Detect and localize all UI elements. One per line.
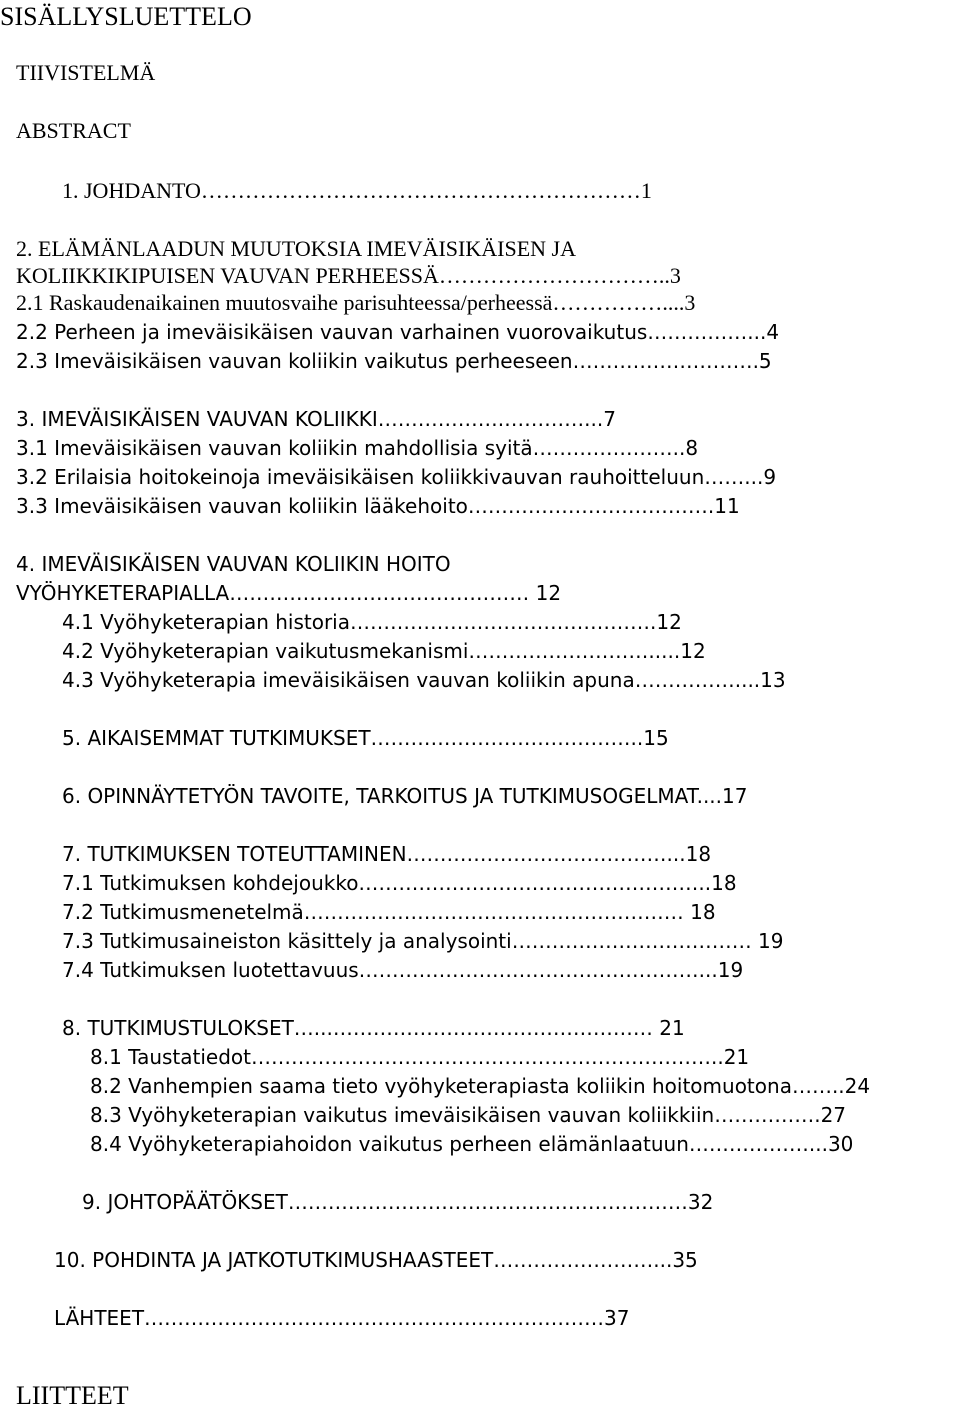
toc-entry: 4.3 Vyöhyketerapia imeväisikäisen vauvan koliikin apuna……………....13 <box>62 668 786 692</box>
toc-entry: 8.2 Vanhempien saama tieto vyöhyketerapiasta koliikin hoitomuotona……..24 <box>90 1074 871 1098</box>
toc-entry: 7.1 Tutkimuksen kohdejoukko……………………………………………..18 <box>62 871 737 895</box>
toc-entry: 8.3 Vyöhyketerapian vaikutus imeväisikäisen vauvan koliikkiin…………….27 <box>90 1103 847 1127</box>
toc-entry: 3.3 Imeväisikäisen vauvan koliikin lääkehoito……………………………….11 <box>16 494 740 518</box>
toc-entry: 6. OPINNÄYTETYÖN TAVOITE, TARKOITUS JA TUTKIMUSOGELMAT....17 <box>62 784 748 808</box>
toc-entry: 3. IMEVÄISIKÄISEN VAUVAN KOLIIKKI……………….…………...7 <box>16 407 616 431</box>
toc-entry: 2.3 Imeväisikäisen vauvan koliikin vaikutus perheeseen……………………….5 <box>16 349 772 373</box>
toc-entry: 3.2 Erilaisia hoitokeinoja imeväisikäisen koliikkivauvan rauhoitteluun……...9 <box>16 465 777 489</box>
toc-entry: 2.2 Perheen ja imeväisikäisen vauvan varhainen vuorovaikutus……………...4 <box>16 320 780 344</box>
toc-entry: 7.4 Tutkimuksen luotettavuus……………………………………………...19 <box>62 958 744 982</box>
toc-entry: 7.3 Tutkimusaineiston käsittely ja analysointi……………………………… 19 <box>62 929 784 953</box>
toc-heading: SISÄLLYSLUETTELO <box>0 2 252 31</box>
toc-entry: 8. TUTKIMUSTULOKSET…...………………………………………… 21 <box>62 1016 685 1040</box>
toc-entry: 7. TUTKIMUKSEN TOTEUTTAMINEN…………………………………...18 <box>62 842 712 866</box>
toc-entry: VYÖHYKETERAPIALLA……………………………………… 12 <box>16 581 562 605</box>
toc-entry: 8.4 Vyöhyketerapiahoidon vaikutus perheen elämänlaatuun………………...30 <box>90 1132 854 1156</box>
toc-entry: 10. POHDINTA JA JATKOTUTKIMUSHAASTEET……………………...35 <box>54 1248 698 1272</box>
toc-tiivistelma: TIIVISTELMÄ <box>16 60 156 85</box>
toc-entry: 4.2 Vyöhyketerapian vaikutusmekanismi……………………….....12 <box>62 639 706 663</box>
toc-entry: 4.1 Vyöhyketerapian historia……………………………………….12 <box>62 610 682 634</box>
toc-entry: 8.1 Taustatiedot……………………………………………………………..21 <box>90 1045 750 1069</box>
toc-entry: 9. JOHTOPÄÄTÖKSET……………………………………………………32 <box>82 1190 714 1214</box>
toc-entry: LÄHTEET……………………………………………………………37 <box>54 1306 630 1330</box>
toc-liitteet: LIITTEET <box>16 1381 129 1410</box>
toc-entry: 2. ELÄMÄNLAADUN MUUTOKSIA IMEVÄISIKÄISEN JA <box>16 236 576 261</box>
toc-entry: KOLIIKKIKIPUISEN VAUVAN PERHEESSÄ…………………………..3 <box>16 263 681 288</box>
toc-entry: 7.2 Tutkimusmenetelmä………………………………………………… 18 <box>62 900 716 924</box>
toc-abstract: ABSTRACT <box>16 118 131 143</box>
toc-entry: 5. AIKAISEMMAT TUTKIMUKSET…………………………………..15 <box>62 726 669 750</box>
toc-entry: 3.1 Imeväisikäisen vauvan koliikin mahdollisia syitä…………………..8 <box>16 436 699 460</box>
toc-entry: 2.1 Raskaudenaikainen muutosvaihe parisuhteessa/perheessä……………....3 <box>16 290 696 315</box>
toc-entry: 4. IMEVÄISIKÄISEN VAUVAN KOLIIKIN HOITO <box>16 552 451 576</box>
toc-entry: 1. JOHDANTO……………………………………………………1 <box>62 178 652 203</box>
